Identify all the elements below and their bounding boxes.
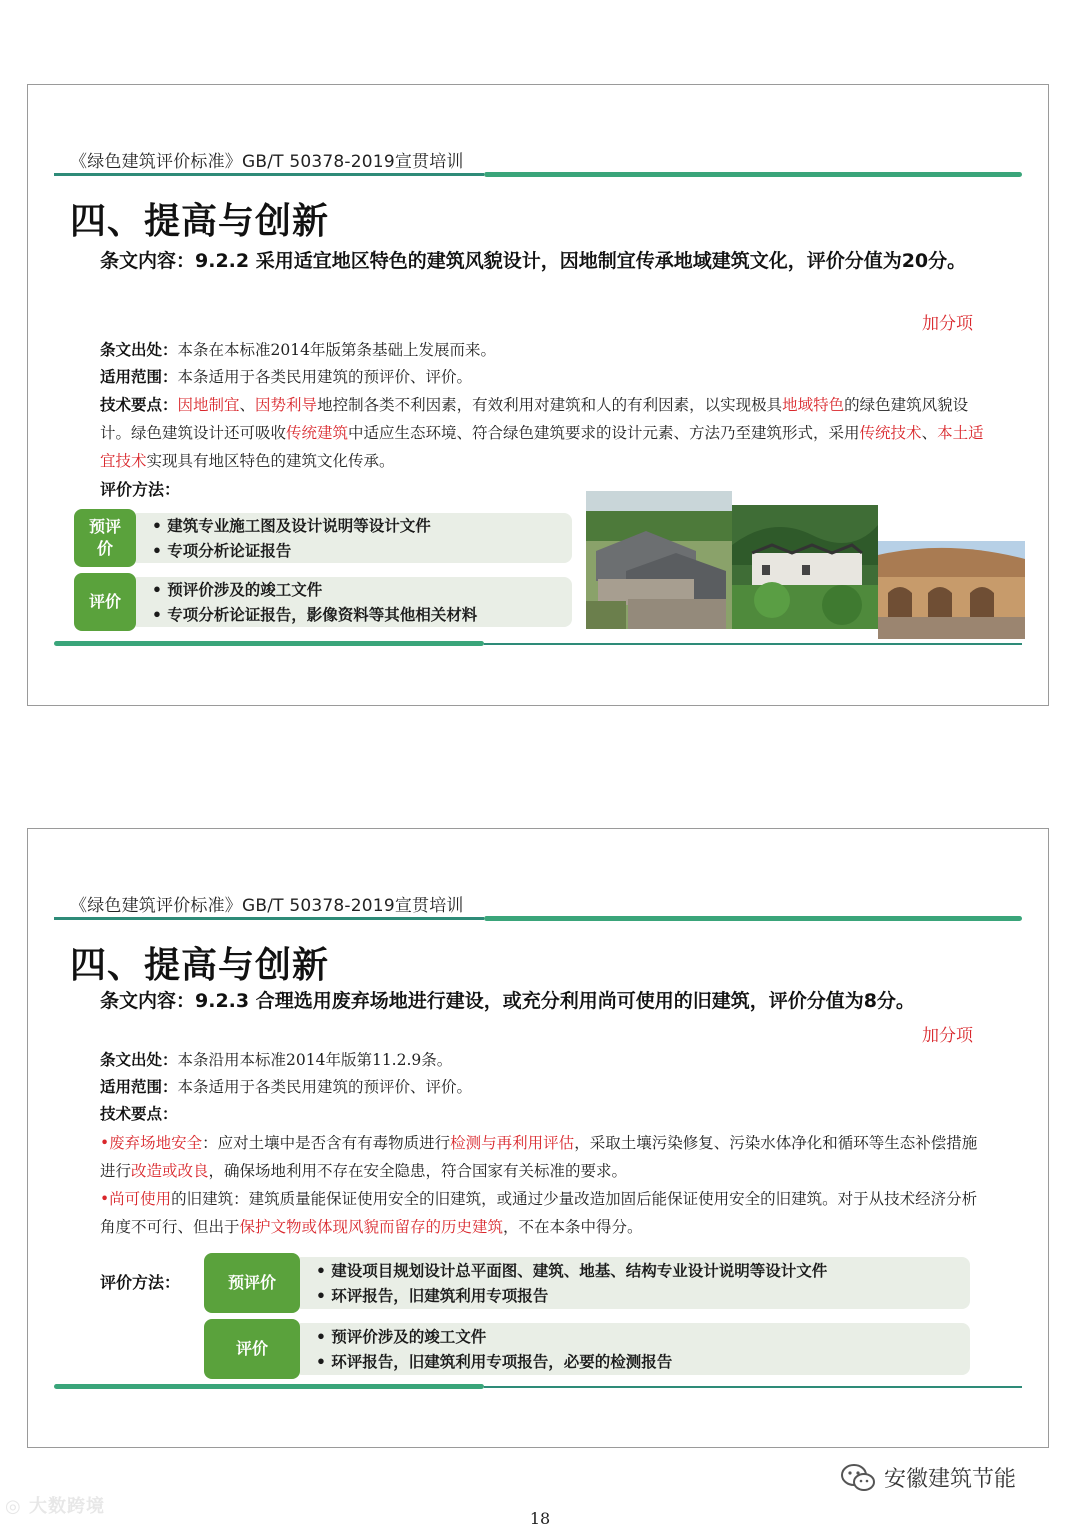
source-key: 条文出处： [100,1051,178,1069]
footer-rule [54,641,1022,647]
slide-header: 《绿色建筑评价标准》GB/T 50378-2019宣贯培训 [70,896,464,916]
scope-key: 适用范围： [100,368,178,386]
tech-highlight: 传统建筑 [286,424,349,442]
eval-tag: 预评价 [74,509,136,567]
tech-highlight: 因地制宜 [177,396,240,414]
footer-rule [54,1384,1022,1390]
header-rule [54,172,1022,178]
eval-row-pre [204,1253,970,1313]
tech-text: 、 [921,424,938,442]
eval-row-final [204,1319,970,1379]
slide-9-2-2 [27,84,1049,706]
bonus-tag: 加分项 [922,1026,973,1046]
tech-text: ：应对土壤中是否含有有毒物质进行 [202,1134,451,1152]
tech-highlight: 本土适宜技术 [100,424,984,470]
eval-item: • 专项分析论证报告 [152,541,292,560]
section-title: 四、提高与创新 [70,945,330,986]
eval-label: 评价方法： [100,480,181,499]
tech-line [100,1101,988,1128]
eval-item: • 建设项目规划设计总平面图、建筑、地基、结构专业设计说明等设计文件 [316,1261,828,1280]
tech-points [100,391,988,475]
eval-row-final [74,573,572,631]
tech-highlight: 传统技术 [859,424,922,442]
tech-text: 中适应生态环境、符合绿色建筑要求的设计元素、方法乃至建筑形式，采用 [348,424,860,442]
section-title: 四、提高与创新 [70,201,330,242]
eval-item: • 环评报告，旧建筑利用专项报告，必要的检测报告 [316,1352,673,1371]
eval-item: • 环评报告，旧建筑利用专项报告 [316,1286,549,1305]
tech-point-wasteland [100,1129,988,1185]
photo-courtyard-houses [586,491,732,629]
wechat-account [840,1462,1016,1493]
scope-key: 适用范围： [100,1078,178,1096]
tech-highlight: 检测与再利用评估 [450,1134,575,1152]
eval-tag: 评价 [204,1319,300,1379]
clause-text: 条文内容：9.2.3 合理选用废弃场地进行建设，或充分利用尚可使用的旧建筑，评价分值为8分。 [100,990,915,1012]
tech-highlight: •废弃场地安全 [100,1134,203,1152]
wechat-account-name: 安徽建筑节能 [884,1467,1017,1492]
tech-highlight: •尚可使用 [100,1190,172,1208]
watermark-text: 大数跨境 [28,1496,105,1517]
tech-highlight: 因势利导 [255,396,318,414]
tech-text: 实现具有地区特色的建筑文化传承。 [146,452,395,470]
scope-value: 本条适用于各类民用建筑的预评价、评价。 [177,1078,473,1096]
bonus-tag: 加分项 [922,314,973,334]
tech-point-old-building [100,1185,988,1241]
eval-label: 评价方法： [100,1273,181,1292]
eval-box [130,577,572,627]
eval-item: • 专项分析论证报告，影像资料等其他相关材料 [152,605,478,624]
eval-item: • 预评价涉及的竣工文件 [316,1327,487,1346]
tech-text: 、 [239,396,256,414]
source-line [100,1047,988,1074]
header-rule [54,916,1022,922]
page-number: 18 [529,1509,551,1527]
logo-icon: ◎ [5,1496,29,1517]
tech-text: 的旧建筑：建筑质量能保证使用安全的旧建筑，或通过少量改造加固后能保证使用安全的旧建筑。对于从技术经济分析角度不可行、但出于 [100,1190,978,1236]
scope-value: 本条适用于各类民用建筑的预评价、评价。 [177,368,473,386]
tech-key: 技术要点： [100,396,178,414]
tech-key: 技术要点： [100,1105,178,1123]
source-key: 条文出处： [100,341,178,359]
photo-village-hills [732,505,878,629]
slide-header: 《绿色建筑评价标准》GB/T 50378-2019宣贯培训 [70,152,464,172]
source-value: 本条在本标准2014年版第条基础上发展而来。 [177,341,496,359]
tech-highlight: 保护文物或体现风貌而留存的历史建筑 [239,1218,504,1236]
eval-box [294,1257,970,1309]
eval-item: • 建筑专业施工图及设计说明等设计文件 [152,516,431,535]
slide-9-2-3 [27,828,1049,1448]
eval-box [294,1323,970,1375]
tech-text: 的绿色建筑风貌设计。绿色建筑设计还可吸收 [100,396,969,442]
eval-tag: 预评价 [204,1253,300,1313]
photo-cave-dwellings [878,541,1025,639]
eval-box [130,513,572,563]
tech-highlight: 地域特色 [782,396,845,414]
tech-text: ，不在本条中得分。 [503,1218,643,1236]
eval-tag: 评价 [74,573,136,631]
tech-text: 地控制各类不利因素，有效利用对建筑和人的有利因素，以实现极具 [317,396,783,414]
clause-text: 条文内容：9.2.2 采用适宜地区特色的建筑风貌设计，因地制宜传承地域建筑文化，评价分值为20分。 [100,250,967,272]
tech-text: ，采取土壤污染修复、污染水体净化和循环等生态补偿措施进行 [100,1134,978,1180]
source-value: 本条沿用本标准2014年版第11.2.9条。 [177,1051,453,1069]
wechat-icon [840,1463,876,1493]
source-line [100,337,988,364]
eval-row-pre [74,509,572,567]
tech-highlight: 改造或改良 [131,1162,209,1180]
eval-item: • 预评价涉及的竣工文件 [152,580,323,599]
scope-line [100,1074,988,1101]
scope-line [100,364,988,391]
tech-text: ，确保场地利用不存在安全隐患，符合国家有关标准的要求。 [208,1162,628,1180]
